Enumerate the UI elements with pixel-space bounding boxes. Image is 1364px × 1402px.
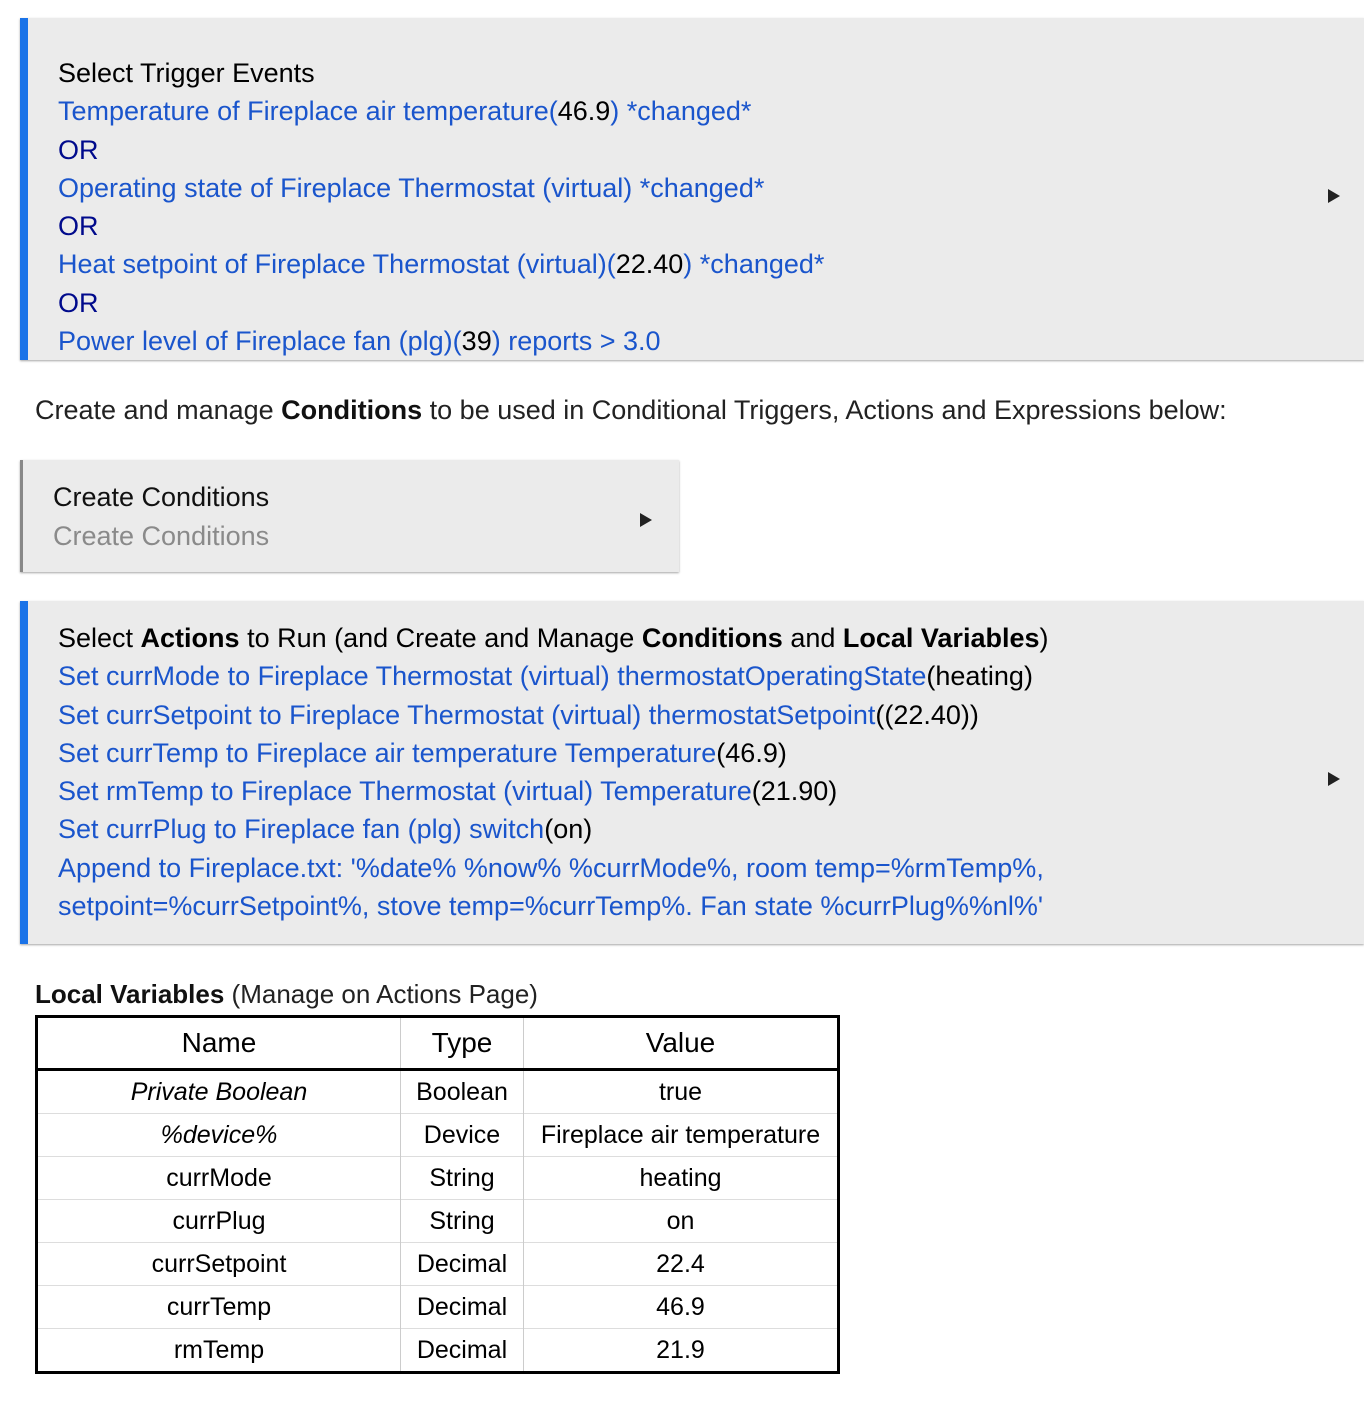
line-segment: 39 bbox=[461, 326, 492, 357]
line-segment: Set currSetpoint to Fireplace Thermostat (virtual) thermostatSetpoint bbox=[58, 699, 876, 730]
variable-type-cell: String bbox=[401, 1157, 524, 1200]
line-segment: Append to Fireplace.txt: '%date% %now% %currMode%, room temp=%rmTemp%, bbox=[58, 852, 1044, 883]
line-segment: Temperature of Fireplace air temperature( bbox=[58, 96, 558, 127]
table-row bbox=[37, 1243, 839, 1286]
line-segment: (46.9) bbox=[716, 737, 787, 768]
or-separator bbox=[58, 131, 824, 169]
actions-card[interactable] bbox=[20, 601, 1364, 944]
variable-type-cell: Decimal bbox=[401, 1243, 524, 1286]
line-segment: ((22.40)) bbox=[875, 699, 979, 730]
table-row bbox=[37, 1329, 839, 1373]
action-item bbox=[58, 849, 1048, 887]
variable-value-cell: heating bbox=[524, 1157, 839, 1200]
variable-name-cell: currMode bbox=[37, 1157, 401, 1200]
create-conditions-title: Create Conditions bbox=[53, 482, 270, 512]
trigger-event-item bbox=[58, 322, 824, 360]
variable-value-cell: 21.9 bbox=[524, 1329, 839, 1373]
variable-value-cell: on bbox=[524, 1200, 839, 1243]
line-segment: 22.40 bbox=[615, 249, 684, 280]
trigger-events-content bbox=[58, 54, 824, 360]
actions-title-segment: Actions bbox=[140, 623, 240, 653]
variable-name-cell: Private Boolean bbox=[37, 1070, 401, 1114]
actions-title-segment: Select bbox=[58, 623, 141, 653]
variable-name-cell: rmTemp bbox=[37, 1329, 401, 1373]
intro-suffix: to be used in Conditional Triggers, Actions and Expressions below: bbox=[422, 395, 1227, 425]
local-variables-title-rest: (Manage on Actions Page) bbox=[224, 979, 538, 1009]
create-conditions-button[interactable] bbox=[20, 460, 679, 572]
actions-title-segment: to Run (and Create and Manage bbox=[239, 623, 642, 653]
variable-name-cell: currSetpoint bbox=[37, 1243, 401, 1286]
line-segment: ) *changed* bbox=[610, 96, 752, 127]
line-segment: Set rmTemp to Fireplace Thermostat (virtual) Temperature bbox=[58, 776, 752, 807]
actions-title-segment: Local Variables bbox=[842, 623, 1040, 653]
action-item bbox=[58, 696, 1048, 734]
variable-type-cell: Decimal bbox=[401, 1286, 524, 1329]
column-header-type: Type bbox=[401, 1017, 524, 1070]
action-item bbox=[58, 734, 1048, 772]
table-row bbox=[37, 1286, 839, 1329]
line-segment: Set currTemp to Fireplace air temperature Temperature bbox=[58, 737, 717, 768]
trigger-events-title: Select Trigger Events bbox=[58, 58, 315, 88]
or-separator bbox=[58, 207, 824, 245]
table-row bbox=[37, 1114, 839, 1157]
line-segment: setpoint=%currSetpoint%, stove temp=%currTemp%. Fan state %currPlug%%nl%' bbox=[58, 891, 1044, 922]
line-segment: (heating) bbox=[926, 661, 1033, 692]
action-item bbox=[58, 657, 1048, 695]
variable-type-cell: Decimal bbox=[401, 1329, 524, 1373]
actions-list bbox=[58, 657, 1048, 925]
table-header-row bbox=[37, 1017, 839, 1070]
variable-value-cell: true bbox=[524, 1070, 839, 1114]
variable-value-cell: 46.9 bbox=[524, 1286, 839, 1329]
trigger-event-item bbox=[58, 169, 824, 207]
or-separator bbox=[58, 284, 824, 322]
variable-type-cell: Device bbox=[401, 1114, 524, 1157]
actions-title-segment: and bbox=[782, 623, 843, 653]
variable-value-cell: Fireplace air temperature bbox=[524, 1114, 839, 1157]
expand-arrow-icon[interactable] bbox=[1328, 189, 1340, 203]
local-variables-table bbox=[35, 1015, 840, 1374]
local-variables-rows bbox=[37, 1070, 839, 1373]
trigger-events-card[interactable] bbox=[20, 18, 1364, 360]
line-segment: Power level of Fireplace fan (plg)( bbox=[58, 326, 462, 357]
action-item bbox=[58, 887, 1048, 925]
line-segment: Heat setpoint of Fireplace Thermostat (virtual)( bbox=[58, 249, 616, 280]
action-item bbox=[58, 810, 1048, 848]
trigger-events-list bbox=[58, 92, 824, 360]
table-row bbox=[37, 1157, 839, 1200]
line-segment: Operating state of Fireplace Thermostat (virtual) *changed* bbox=[58, 172, 765, 203]
variable-type-cell: String bbox=[401, 1200, 524, 1243]
expand-arrow-icon[interactable] bbox=[640, 513, 652, 527]
line-segment: OR bbox=[58, 134, 99, 165]
create-conditions-subtitle: Create Conditions bbox=[53, 521, 270, 551]
variable-name-cell: currTemp bbox=[37, 1286, 401, 1329]
actions-title bbox=[58, 619, 1048, 657]
line-segment: OR bbox=[58, 211, 99, 242]
line-segment: OR bbox=[58, 287, 99, 318]
line-segment: (on) bbox=[544, 814, 593, 845]
line-segment: ) *changed* bbox=[683, 249, 825, 280]
trigger-event-item bbox=[58, 92, 824, 130]
column-header-value: Value bbox=[524, 1017, 839, 1070]
table-row bbox=[37, 1200, 839, 1243]
actions-title-segment: ) bbox=[1039, 623, 1049, 653]
variable-type-cell: Boolean bbox=[401, 1070, 524, 1114]
line-segment: ) reports > 3.0 bbox=[491, 326, 661, 357]
intro-bold: Conditions bbox=[281, 395, 423, 425]
intro-prefix: Create and manage bbox=[35, 395, 282, 425]
local-variables-title bbox=[35, 977, 538, 1011]
action-item bbox=[58, 772, 1048, 810]
table-row bbox=[37, 1070, 839, 1114]
variable-name-cell: currPlug bbox=[37, 1200, 401, 1243]
line-segment: Set currMode to Fireplace Thermostat (virtual) thermostatOperatingState bbox=[58, 661, 927, 692]
line-segment: Set currPlug to Fireplace fan (plg) switch bbox=[58, 814, 545, 845]
trigger-event-item bbox=[58, 245, 824, 283]
actions-title-segment: Conditions bbox=[641, 623, 783, 653]
actions-content bbox=[58, 619, 1048, 925]
column-header-name: Name bbox=[37, 1017, 401, 1070]
line-segment: (21.90) bbox=[751, 776, 838, 807]
conditions-intro-text bbox=[35, 392, 1227, 428]
expand-arrow-icon[interactable] bbox=[1328, 772, 1340, 786]
local-variables-title-bold: Local Variables bbox=[35, 979, 225, 1009]
variable-value-cell: 22.4 bbox=[524, 1243, 839, 1286]
line-segment: 46.9 bbox=[557, 96, 611, 127]
variable-name-cell: %device% bbox=[37, 1114, 401, 1157]
